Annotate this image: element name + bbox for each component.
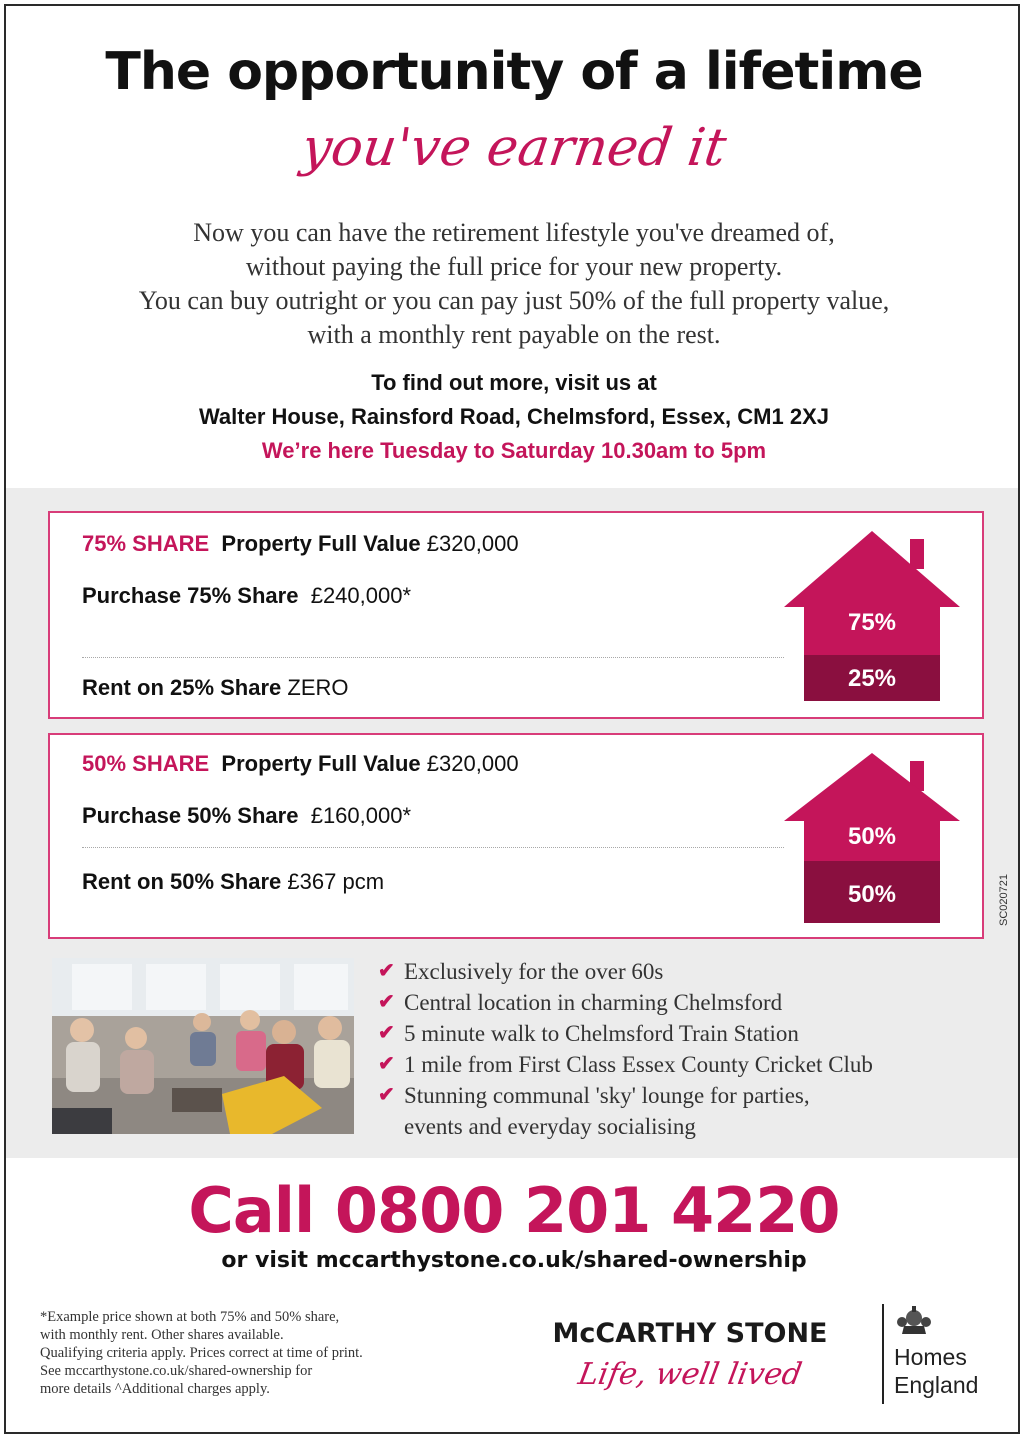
purchase-label: Purchase 75% Share <box>82 583 299 608</box>
intro-line: with a monthly rent payable on the rest. <box>307 320 721 349</box>
rent-label: Rent on 25% Share <box>82 675 282 700</box>
check-icon: ✔ <box>378 1084 395 1106</box>
check-icon: ✔ <box>378 991 395 1013</box>
brand-name: McCARTHY STONE <box>552 1318 828 1349</box>
purchase-row <box>82 803 411 829</box>
rent-value: ZERO <box>287 675 349 700</box>
website-link[interactable]: or visit mccarthystone.co.uk/shared-ownership <box>221 1248 807 1273</box>
share-title-row <box>82 751 519 777</box>
intro-text <box>46 216 982 352</box>
share-box-75 <box>48 511 984 719</box>
list-item <box>378 1018 998 1049</box>
purchase-value: £160,000* <box>310 803 412 828</box>
small-print <box>40 1308 480 1398</box>
small-print-line: Qualifying criteria apply. Prices correct at time of print. <box>40 1345 363 1361</box>
full-value-label: Property Full Value <box>221 531 421 556</box>
divider-rule <box>82 847 784 848</box>
full-value-label: Property Full Value <box>221 751 421 776</box>
list-item <box>378 1049 998 1080</box>
partner-line-2: England <box>894 1372 979 1398</box>
share-house-icon <box>784 749 960 935</box>
check-icon: ✔ <box>378 1053 395 1075</box>
visit-address: Walter House, Rainsford Road, Chelmsford, Essex, CM1 2XJ <box>198 404 829 429</box>
list-item-continuation <box>378 1111 998 1142</box>
purchase-label: Purchase 50% Share <box>82 803 299 828</box>
reference-code: SC020721 <box>998 874 1010 926</box>
purchase-value: £240,000* <box>310 583 412 608</box>
intro-line: You can buy outright or you can pay just 50% of the full property value, <box>138 286 890 315</box>
list-item <box>378 1080 998 1111</box>
feature-text: events and everyday socialising <box>404 1114 696 1139</box>
check-icon: ✔ <box>378 1022 395 1044</box>
feature-text: Central location in charming Chelmsford <box>404 990 783 1015</box>
feature-text: 1 mile from First Class Essex County Cricket Club <box>404 1052 873 1077</box>
house-owned-share: 50% <box>847 823 897 850</box>
intro-line: Now you can have the retirement lifestyle you've dreamed of, <box>193 218 835 247</box>
royal-crest-icon <box>894 1304 934 1338</box>
check-icon: ✔ <box>378 960 395 982</box>
feature-text: Stunning communal 'sky' lounge for parties, <box>404 1083 810 1108</box>
full-value: £320,000 <box>426 531 519 556</box>
small-print-line: more details ^Additional charges apply. <box>40 1381 270 1397</box>
headline: The opportunity of a lifetime <box>105 42 923 102</box>
intro-line: without paying the full price for your new property. <box>245 252 783 281</box>
visit-intro: To find out more, visit us at <box>371 370 657 395</box>
divider-rule <box>82 657 784 658</box>
visit-info <box>46 366 982 468</box>
call-phone-number[interactable]: Call 0800 201 4220 <box>188 1174 840 1247</box>
house-rented-share: 50% <box>847 881 897 908</box>
homes-england-logo <box>894 1304 1004 1399</box>
advert-frame <box>4 4 1020 1434</box>
purchase-row <box>82 583 411 609</box>
full-value: £320,000 <box>426 751 519 776</box>
logo-divider <box>882 1304 884 1404</box>
share-title-row <box>82 531 519 557</box>
partner-line-1: Homes <box>894 1344 967 1370</box>
feature-text: 5 minute walk to Chelmsford Train Station <box>404 1021 799 1046</box>
feature-text: Exclusively for the over 60s <box>404 959 664 984</box>
share-title: 50% SHARE <box>82 751 210 776</box>
rent-row <box>82 869 384 895</box>
opening-hours: We’re here Tuesday to Saturday 10.30am to 5pm <box>261 438 767 463</box>
share-house-icon <box>784 527 960 713</box>
share-box-50 <box>48 733 984 939</box>
lounge-photo <box>52 958 354 1134</box>
small-print-line: See mccarthystone.co.uk/shared-ownership for <box>40 1363 313 1379</box>
house-rented-share: 25% <box>847 665 897 692</box>
tagline: you've earned it <box>298 118 730 178</box>
list-item <box>378 956 998 987</box>
feature-list <box>378 956 998 1142</box>
list-item <box>378 987 998 1018</box>
small-print-line: *Example price shown at both 75% and 50% share, <box>40 1309 340 1325</box>
house-owned-share: 75% <box>847 609 897 636</box>
small-print-line: with monthly rent. Other shares available. <box>40 1327 284 1343</box>
brand-slogan: Life, well lived <box>575 1357 805 1392</box>
mccarthy-stone-logo <box>534 1318 846 1392</box>
rent-row <box>82 675 349 701</box>
rent-value: £367 pcm <box>287 869 385 894</box>
share-title: 75% SHARE <box>82 531 210 556</box>
rent-label: Rent on 50% Share <box>82 869 282 894</box>
